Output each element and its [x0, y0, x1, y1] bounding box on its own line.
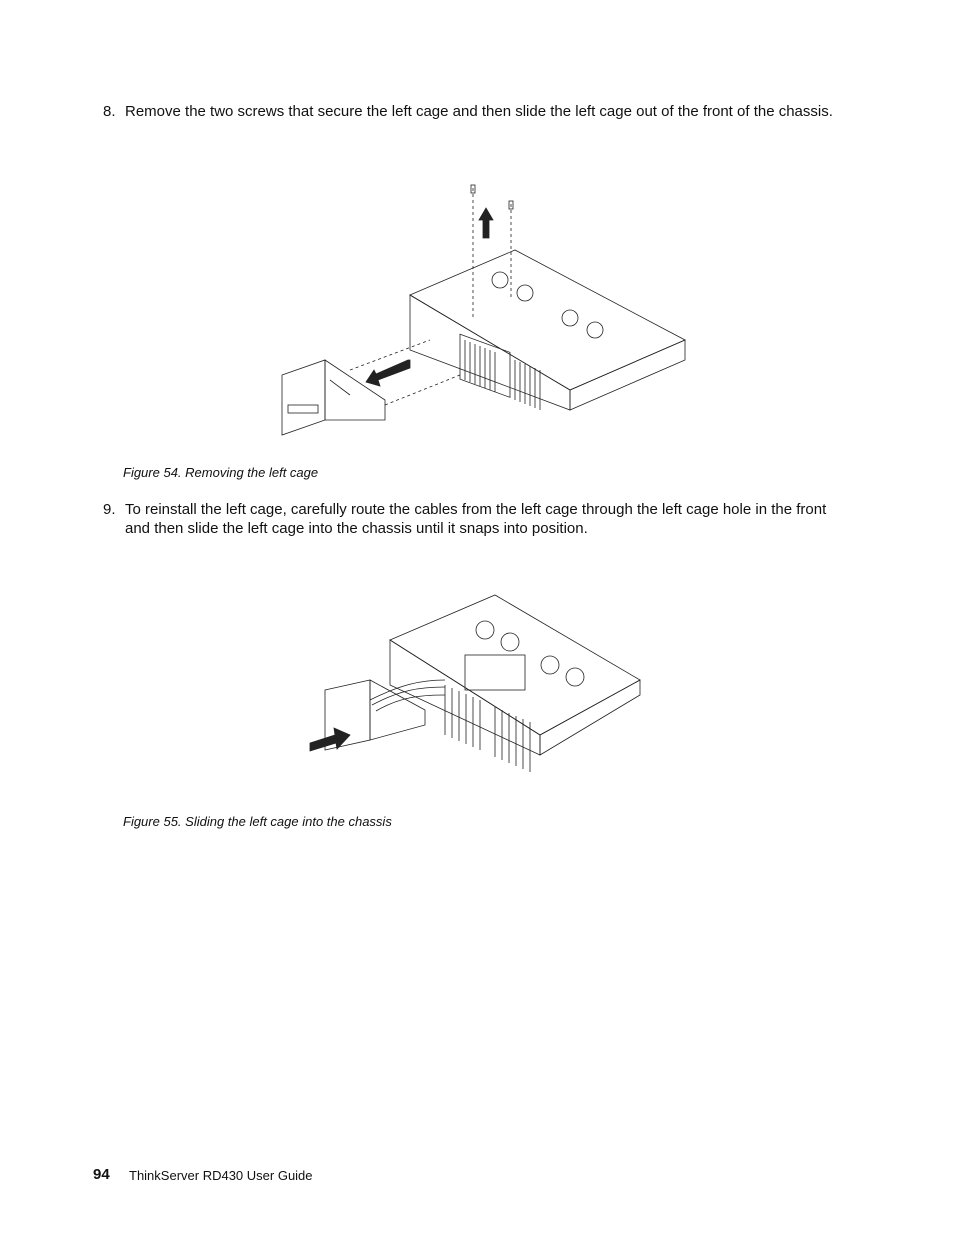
step-number: 8. [103, 103, 116, 120]
footer-title: ThinkServer RD430 User Guide [129, 1168, 313, 1183]
figure-sliding-left-cage [300, 585, 680, 785]
step-text: Remove the two screws that secure the left cage and then slide the left cage out of the front of the chassis. [125, 103, 833, 120]
figure-removing-left-cage [270, 180, 700, 450]
figure-54-caption: Figure 54. Removing the left cage [123, 465, 319, 480]
step-number: 9. [103, 501, 116, 518]
step-text: To reinstall the left cage, carefully route the cables from the left cage through the left cage hole in the front and then slide the left cage into the chassis until it snaps into position. [125, 501, 827, 537]
page-number: 94 [93, 1166, 110, 1183]
step-8 [103, 102, 843, 121]
step-9 [103, 500, 843, 538]
figure-55-caption: Figure 55. Sliding the left cage into the chassis [123, 814, 392, 829]
